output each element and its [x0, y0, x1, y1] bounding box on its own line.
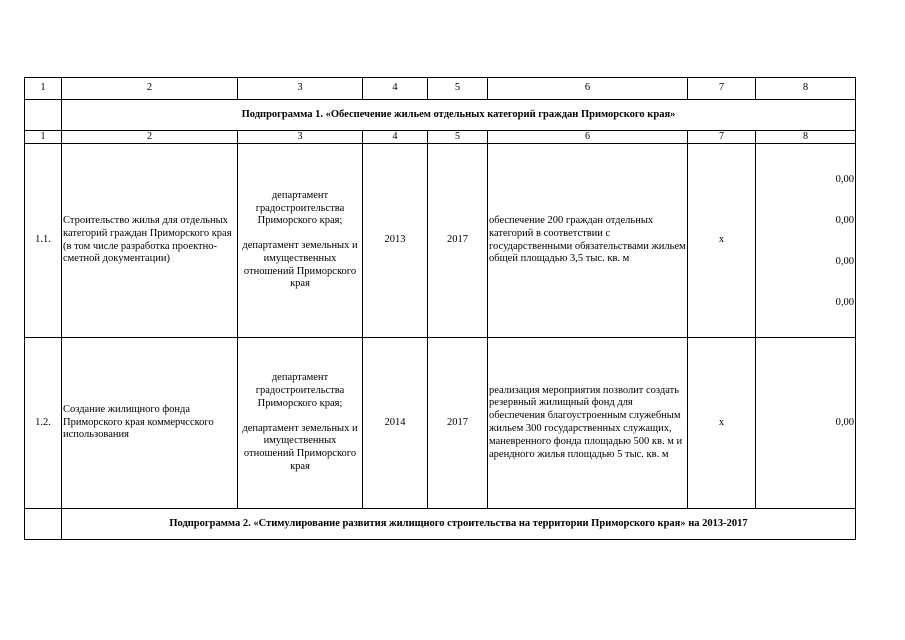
value: 0,00: [835, 214, 854, 226]
subprogram-2-row: [25, 509, 856, 540]
header-cell: 7: [688, 78, 756, 100]
subprogram-2-title: Подпрограмма 2. «Стимулирование развития жилищного строительства на территории Приморского края» на 2013-2017: [62, 509, 856, 540]
repeat-header-row: [25, 131, 856, 144]
row-number: 1.1.: [25, 144, 62, 338]
table-row: [25, 338, 856, 509]
value: 0,00: [835, 296, 854, 308]
header-cell: 6: [488, 131, 688, 144]
start-year: 2014: [363, 338, 428, 509]
header-cell: 7: [688, 131, 756, 144]
header-cell: 4: [363, 78, 428, 100]
expected-result: обеспечение 200 граждан отдельных категорий в соответствии с государственными обязательствами жильем общей площадью 3,5 тыс. кв. м: [488, 144, 688, 338]
header-cell: 8: [756, 78, 856, 100]
executor-b: департамент земельных и имущественных отношений Приморского края: [242, 240, 358, 290]
header-cell: 5: [428, 131, 488, 144]
subprogram-1-title: Подпрограмма 1. «Обеспечение жильем отдельных категорий граждан Приморского края»: [62, 100, 856, 131]
header-cell: 8: [756, 131, 856, 144]
header-cell: 3: [238, 78, 363, 100]
value: 0,00: [835, 173, 854, 185]
program-table: [24, 77, 856, 540]
executor-a: департамент градостроительства Приморского края;: [255, 372, 345, 409]
start-year: 2013: [363, 144, 428, 338]
executor-a: департамент градостроительства Приморского края;: [255, 189, 345, 227]
value: 0,00: [835, 255, 854, 267]
header-cell: 3: [238, 131, 363, 144]
header-cell: 1: [25, 131, 62, 144]
header-cell: 6: [488, 78, 688, 100]
header-cell: 2: [62, 78, 238, 100]
activity-name: Создание жилищного фонда Приморского края коммерчсского использования: [62, 338, 238, 509]
activity-name: Строительство жилья для отдельных категорий граждан Приморского края (в том числе разработка проектно-сметной документации): [62, 144, 238, 338]
expected-result: реализация мероприятия позволит создать резервный жилищный фонд для обеспечения благоустроенным служебным жильем 300 государственных служащих, маневренного фонда площадью 500 кв. м и арендного жилья площадью 5 тыс. кв. м: [488, 338, 688, 509]
header-cell: 5: [428, 78, 488, 100]
header-cell: 4: [363, 131, 428, 144]
col7-mark: х: [688, 144, 756, 338]
header-cell: 2: [62, 131, 238, 144]
executor-cell: [238, 338, 363, 509]
col7-mark: х: [688, 338, 756, 509]
table-row: [25, 144, 856, 338]
end-year: 2017: [428, 338, 488, 509]
executor-b: департамент земельных и имущественных отношений Приморского края: [242, 422, 358, 472]
subprogram-1-row: [25, 100, 856, 131]
header-row: [25, 78, 856, 100]
end-year: 2017: [428, 144, 488, 338]
executor-cell: [238, 144, 363, 338]
row-number: 1.2.: [25, 338, 62, 509]
value: 0,00: [756, 338, 856, 509]
values-cell: [756, 144, 856, 338]
header-cell: 1: [25, 78, 62, 100]
